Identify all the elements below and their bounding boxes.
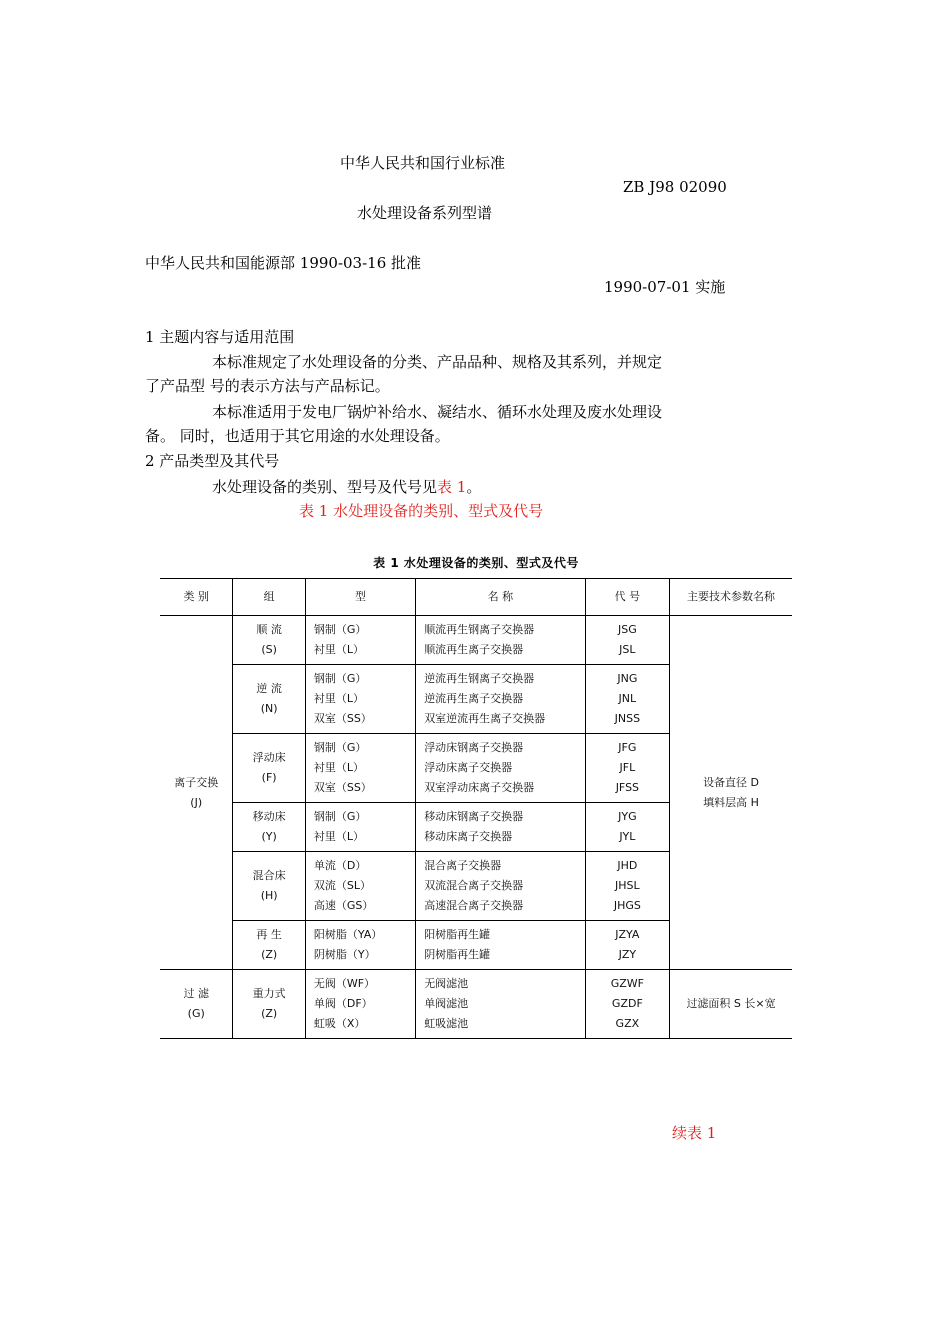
type-cell: [305, 852, 415, 921]
section-2-heading: 2 产品类型及其代号: [145, 452, 280, 470]
group-code: (N): [260, 702, 278, 715]
type-value: 单阀（DF）: [313, 997, 373, 1010]
document-title: 水处理设备系列型谱: [357, 204, 493, 222]
type-list: [314, 803, 415, 851]
code-value: GZX: [615, 1017, 640, 1030]
header-code: 代 号: [585, 579, 669, 616]
header-type: 型: [305, 579, 415, 616]
group-wrap: [233, 980, 304, 1028]
code-cell: [585, 616, 669, 665]
standard-code: ZB J98 02090: [623, 178, 727, 196]
name-list: [424, 970, 584, 1038]
group-code: (F): [261, 771, 277, 784]
name-cell: [416, 734, 585, 803]
group-wrap: [233, 616, 304, 664]
paragraph-3: [212, 476, 481, 498]
type-list: [314, 852, 415, 920]
type-cell: [305, 616, 415, 665]
code-cell: [585, 970, 669, 1039]
type-value: 钢制（G）: [313, 672, 367, 685]
table-image-title: 表 1 水处理设备的类别、型式及代号: [373, 556, 579, 570]
name-value: 双室浮动床离子交换器: [424, 781, 535, 794]
category-name: 离子交换: [174, 775, 219, 789]
approval-line: 中华人民共和国能源部 1990-03-16 批准: [145, 254, 422, 272]
name-value: 单阀滤池: [424, 997, 469, 1010]
table-row: [160, 616, 792, 665]
group-code: (H): [260, 889, 278, 902]
type-value: 衬里（L）: [313, 643, 364, 656]
group-wrap: [233, 675, 304, 723]
name-value: 双室逆流再生离子交换器: [424, 712, 546, 725]
params-cell: [670, 616, 792, 970]
code-value: JHSL: [615, 879, 640, 892]
type-value: 无阀（WF）: [313, 977, 376, 990]
group-name: 再 生: [256, 928, 282, 941]
type-list: [314, 970, 415, 1038]
group-code: (Z): [261, 948, 278, 961]
group-cell: [233, 970, 305, 1039]
type-value: 钢制（G）: [313, 623, 367, 636]
name-cell: [416, 616, 585, 665]
code-cell: [585, 665, 669, 734]
code-cell: [585, 921, 669, 970]
type-cell: [305, 970, 415, 1039]
section-1-heading: 1 主题内容与适用范围: [145, 328, 295, 346]
name-value: 阳树脂再生罐: [424, 928, 491, 941]
name-value: 顺流再生离子交换器: [424, 643, 524, 656]
group-name: 逆 流: [256, 682, 282, 695]
code-list: [586, 803, 669, 851]
type-value: 双室（SS）: [313, 712, 372, 725]
type-value: 衬里（L）: [313, 761, 364, 774]
paragraph-2-line-1: 本标准适用于发电厂锅炉补给水、凝结水、循环水处理及废水处理设: [212, 403, 663, 421]
paragraph-1-line-1: 本标准规定了水处理设备的分类、产品品种、规格及其系列，并规定: [212, 353, 663, 371]
code-value: JHD: [617, 859, 638, 872]
code-value: JFL: [619, 761, 636, 774]
header-params: 主要技术参数名称: [670, 579, 792, 616]
paragraph-3-text: 水处理设备的类别、型号及代号见: [212, 478, 438, 496]
paragraph-1-line-2: 了产品型 号的表示方法与产品标记。: [145, 377, 390, 395]
code-value: JYL: [619, 830, 636, 843]
type-value: 高速（GS）: [313, 899, 374, 912]
name-list: [424, 616, 584, 664]
group-name: 浮动床: [252, 751, 286, 764]
name-value: 阴树脂再生罐: [424, 948, 491, 961]
table-body: [160, 616, 792, 1039]
code-cell: [585, 852, 669, 921]
type-value: 衬里（L）: [313, 830, 364, 843]
group-name: 顺 流: [256, 623, 282, 636]
name-value: 逆流再生离子交换器: [424, 692, 524, 705]
code-value: JSG: [617, 623, 637, 636]
code-cell: [585, 803, 669, 852]
group-cell: [233, 665, 305, 734]
code-value: GZDF: [611, 997, 643, 1010]
type-value: 单流（D）: [313, 859, 367, 872]
param-value: 设备直径 D: [703, 775, 760, 789]
name-cell: [416, 970, 585, 1039]
group-cell: [233, 921, 305, 970]
code-list: [586, 616, 669, 664]
category-cell: [160, 616, 233, 970]
type-value: 双室（SS）: [313, 781, 372, 794]
type-cell: [305, 803, 415, 852]
table-1-link[interactable]: 表 1: [437, 478, 467, 496]
group-code: (Y): [261, 830, 277, 843]
group-name: 重力式: [252, 987, 286, 1000]
code-value: JNG: [617, 672, 638, 685]
category-code: (J): [190, 795, 203, 809]
category-code: (G): [187, 1007, 205, 1020]
group-cell: [233, 734, 305, 803]
param-value: 过滤面积 S 长×宽: [686, 997, 776, 1010]
name-value: 高速混合离子交换器: [424, 899, 524, 912]
type-value: 虹吸（X）: [313, 1017, 366, 1030]
code-value: JHGS: [613, 899, 641, 912]
group-cell: [233, 616, 305, 665]
standard-title: 中华人民共和国行业标准: [340, 154, 506, 172]
type-value: 双流（SL）: [313, 879, 371, 892]
name-list: [424, 921, 584, 969]
group-wrap: [233, 921, 304, 969]
group-cell: [233, 803, 305, 852]
name-value: 混合离子交换器: [424, 859, 502, 872]
code-value: JFSS: [615, 781, 640, 794]
group-name: 混合床: [252, 869, 286, 882]
type-value: 钢制（G）: [313, 741, 367, 754]
code-list: [586, 921, 669, 969]
code-value: GZWF: [610, 977, 644, 990]
group-code: (S): [261, 643, 277, 656]
type-list: [314, 665, 415, 733]
group-code: (Z): [261, 1007, 278, 1020]
name-list: [424, 734, 584, 802]
code-value: JNSS: [614, 712, 641, 725]
group-cell: [233, 852, 305, 921]
equipment-table: [160, 578, 792, 1039]
table-header-row: [160, 579, 792, 616]
code-list: [586, 665, 669, 733]
name-value: 顺流再生钢离子交换器: [424, 623, 535, 636]
type-list: [314, 921, 415, 969]
code-value: JZYA: [615, 928, 640, 941]
name-list: [424, 852, 584, 920]
group-name: 移动床: [252, 810, 286, 823]
name-cell: [416, 803, 585, 852]
paragraph-3-end: 。: [466, 478, 482, 496]
name-cell: [416, 665, 585, 734]
name-value: 移动床离子交换器: [424, 830, 513, 843]
name-value: 浮动床离子交换器: [424, 761, 513, 774]
name-cell: [416, 921, 585, 970]
table-row: [160, 970, 792, 1039]
params-cell: [670, 970, 792, 1039]
name-value: 浮动床钢离子交换器: [424, 741, 524, 754]
name-cell: [416, 852, 585, 921]
group-wrap: [233, 862, 304, 910]
group-wrap: [233, 744, 304, 792]
paragraph-2-line-2: 备。 同时，也适用于其它用途的水处理设备。: [145, 427, 450, 445]
code-value: JZY: [618, 948, 637, 961]
code-list: [586, 734, 669, 802]
type-value: 衬里（L）: [313, 692, 364, 705]
name-value: 虹吸滤池: [424, 1017, 469, 1030]
name-value: 移动床钢离子交换器: [424, 810, 524, 823]
type-list: [314, 734, 415, 802]
type-value: 钢制（G）: [313, 810, 367, 823]
name-list: [424, 665, 584, 733]
header-category: 类 别: [160, 579, 233, 616]
type-list: [314, 616, 415, 664]
name-value: 双流混合离子交换器: [424, 879, 524, 892]
type-value: 阳树脂（YA）: [313, 928, 383, 941]
code-value: JFG: [618, 741, 637, 754]
param-value: 填料层高 H: [703, 795, 759, 809]
code-value: JSL: [619, 643, 636, 656]
code-cell: [585, 734, 669, 803]
table-caption: 表 1 水处理设备的类别、型式及代号: [299, 502, 544, 520]
type-cell: [305, 921, 415, 970]
continued-table-label: 续表 1: [672, 1124, 717, 1142]
code-value: JNL: [618, 692, 637, 705]
code-value: JYG: [618, 810, 637, 823]
code-list: [586, 852, 669, 920]
type-value: 阴树脂（Y）: [313, 948, 376, 961]
group-wrap: [233, 803, 304, 851]
header-group: 组: [233, 579, 305, 616]
code-list: [586, 970, 669, 1038]
header-name: 名 称: [416, 579, 585, 616]
name-value: 逆流再生钢离子交换器: [424, 672, 535, 685]
name-list: [424, 803, 584, 851]
type-cell: [305, 665, 415, 734]
name-value: 无阀滤池: [424, 977, 469, 990]
category-cell: [160, 970, 233, 1039]
type-cell: [305, 734, 415, 803]
category-name: 过 滤: [183, 987, 209, 1000]
effective-date: 1990-07-01 实施: [604, 278, 726, 296]
